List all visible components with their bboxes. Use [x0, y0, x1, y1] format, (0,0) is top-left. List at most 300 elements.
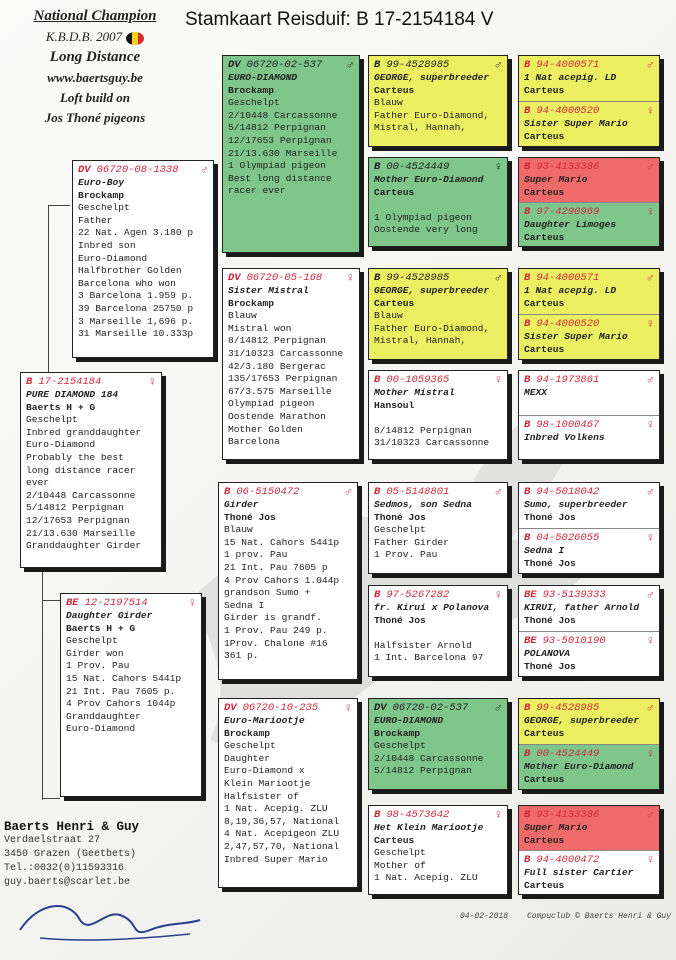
ring-header — [374, 59, 502, 72]
ring-header — [524, 809, 654, 822]
pedigree-line — [374, 627, 502, 640]
pedigree-line: Blauw — [374, 310, 403, 322]
pedigree-line: 67/3.575 Marseille — [228, 385, 332, 397]
pedigree-line: 2/10448 Carcassonne — [374, 752, 484, 764]
female-symbol-icon: ♀ — [646, 317, 654, 332]
pedigree-box-ff-mother[interactable] — [368, 157, 508, 247]
pedigree-box-ff-father[interactable] — [368, 55, 508, 147]
ring-number — [524, 374, 599, 387]
pedigree-box-mf-mother[interactable] — [368, 585, 508, 677]
pedigree-box-gen4[interactable] — [519, 158, 659, 202]
country-code: BE — [524, 635, 537, 648]
pigeon-name: Sister Super Mario — [524, 118, 628, 129]
ring-value: 94-5018042 — [536, 486, 600, 499]
pedigree-line: 361 p. — [224, 650, 259, 662]
ring-header — [524, 419, 654, 432]
female-symbol-icon: ♀ — [346, 271, 354, 286]
pedigree-line: Oostende very long — [374, 224, 478, 236]
ring-header — [524, 374, 654, 387]
pedigree-line: Granddaughter Girder — [26, 540, 142, 552]
country-code: B — [374, 161, 381, 174]
owner-name: Brockamp — [228, 297, 275, 309]
pedigree-box-mm-father[interactable] — [368, 698, 508, 790]
footer-date: 04-02-2018 — [460, 912, 509, 921]
pedigree-box-father-mother[interactable] — [222, 268, 360, 460]
ring-header — [524, 105, 654, 118]
ring-number — [524, 532, 599, 545]
ring-number — [524, 809, 599, 822]
pedigree-line: 5/14812 Perpignan — [26, 502, 124, 514]
brand-title: National Champion — [33, 8, 157, 24]
ring-header — [524, 748, 654, 761]
pedigree-box-gen4[interactable] — [519, 699, 659, 744]
pedigree-line: 1 Prov. Pau — [374, 549, 438, 561]
ring-number — [374, 272, 449, 285]
pedigree-box-fm-mother[interactable] — [368, 370, 508, 460]
pedigree-line: ever — [26, 477, 50, 489]
ring-number — [524, 635, 606, 648]
ring-value: 98-4573642 — [386, 809, 450, 822]
female-symbol-icon: ♀ — [646, 747, 654, 762]
country-code: B — [224, 486, 231, 499]
pigeon-name: Daughter Limoges — [524, 219, 617, 230]
country-code: B — [524, 105, 531, 118]
pedigree-line: Inbred Super Mario — [224, 853, 328, 865]
owner-name: Baerts H + G — [26, 401, 96, 413]
male-symbol-icon: ♂ — [646, 271, 654, 286]
ring-header — [374, 374, 502, 387]
owner-name: Thoné Jos — [524, 557, 576, 569]
pedigree-line: Halfbrother Golden — [78, 265, 182, 277]
ring-value: 00-1059365 — [386, 374, 450, 387]
belgium-flag-icon — [126, 32, 144, 45]
pedigree-line: Geschelpt — [374, 524, 426, 536]
pedigree-line: Daughter — [224, 752, 271, 764]
pigeon-name: Full sister Cartier — [524, 867, 634, 878]
pedigree-line: 5/14812 Perpignan — [228, 122, 326, 134]
pedigree-box-gen4[interactable] — [519, 850, 659, 894]
ring-number — [224, 702, 318, 715]
female-symbol-icon: ♀ — [344, 701, 352, 716]
pedigree-box-gen4[interactable] — [519, 415, 659, 459]
country-code: DV — [78, 164, 91, 177]
pedigree-line: 39 Barcelona 25750 p — [78, 302, 194, 314]
pigeon-name: Euro-Boy — [78, 177, 125, 188]
country-code: B — [524, 854, 531, 867]
pedigree-box-gen4[interactable] — [519, 314, 659, 359]
pigeon-name: EURO-DIAMOND — [374, 715, 444, 726]
ring-value: 99-4528985 — [386, 272, 450, 285]
country-code: B — [26, 376, 33, 389]
country-code: B — [524, 419, 531, 432]
ring-number — [374, 702, 468, 715]
brand-tagline-2: Jos Thoné pigeons — [44, 110, 146, 125]
ring-header — [524, 532, 654, 545]
owner-name: Carteus — [524, 130, 565, 142]
pedigree-line: 21 Int. Pau 7605 p — [224, 561, 328, 573]
pedigree-line: long distance racer — [26, 464, 136, 476]
pedigree-line: 15 Nat. Cahors 5441p — [66, 672, 182, 684]
handwritten-signature-icon — [10, 890, 210, 950]
owner-name: Carteus — [524, 834, 565, 846]
pigeon-name: Daughter Girder — [66, 610, 153, 621]
ring-value: 06720-10-235 — [242, 702, 319, 715]
pedigree-box-mother[interactable] — [60, 593, 202, 797]
ring-value: 05-5148801 — [386, 486, 450, 499]
owner-name: Carteus — [524, 297, 565, 309]
pedigree-line: 2/10448 Carcassonne — [228, 109, 338, 121]
ring-header — [224, 702, 352, 715]
ring-value: 97-4290969 — [536, 206, 600, 219]
pedigree-line: Girder is grandf. — [224, 612, 322, 624]
female-symbol-icon: ♀ — [646, 531, 654, 546]
ring-header — [374, 809, 502, 822]
country-code: DV — [228, 59, 241, 72]
pedigree-line: Father Euro-Diamond, — [374, 322, 490, 334]
country-code: DV — [224, 702, 237, 715]
owner-name: Carteus — [374, 834, 415, 846]
pedigree-line: Geschelpt — [224, 740, 276, 752]
pedigree-line: Barcelona who won — [78, 277, 176, 289]
pigeon-name: Girder — [224, 499, 259, 510]
breeder-name: Baerts Henri & Guy — [4, 820, 140, 834]
pedigree-box-gen4[interactable] — [519, 528, 659, 573]
ring-number — [524, 748, 599, 761]
ring-header — [524, 702, 654, 715]
pigeon-name: GEORGE, superbreeder — [374, 285, 490, 296]
pedigree-line: Geschelpt — [374, 740, 426, 752]
owner-name: Brockamp — [224, 727, 271, 739]
country-code: B — [374, 59, 381, 72]
pedigree-line: Halfsister Arnold — [374, 639, 472, 651]
male-symbol-icon: ♂ — [646, 588, 654, 603]
ring-value: 93-5139333 — [542, 589, 606, 602]
ring-number — [524, 702, 599, 715]
pedigree-box-gen4[interactable] — [519, 744, 659, 789]
pedigree-line: 22 Nat. Agen 3.180 p — [78, 227, 194, 239]
pedigree-line: Halfsister of — [224, 790, 299, 802]
ring-header — [66, 597, 196, 610]
female-symbol-icon: ♀ — [494, 588, 502, 603]
ring-header — [228, 59, 354, 72]
ring-number — [374, 589, 449, 602]
country-code: B — [524, 318, 531, 331]
owner-name: Brockamp — [228, 84, 275, 96]
ring-number — [228, 272, 322, 285]
ring-value: 94-1973861 — [536, 374, 600, 387]
gen4-pair — [518, 55, 660, 147]
ring-value: 17-2154184 — [38, 376, 102, 389]
ring-number — [66, 597, 148, 610]
ring-header — [228, 272, 354, 285]
country-code: B — [374, 486, 381, 499]
female-symbol-icon: ♀ — [148, 375, 156, 390]
pedigree-line: 4 Prov Cahors 1044p — [66, 698, 176, 710]
ring-number — [374, 59, 449, 72]
pedigree-line: 31/10323 Carcassonne — [228, 347, 344, 359]
pedigree-line: Blauw — [374, 97, 403, 109]
pigeon-name: Super Mario — [524, 822, 588, 833]
ring-number — [524, 272, 599, 285]
pedigree-line: 3 Barcelona 1.959 p. — [78, 290, 194, 302]
pedigree-line: Blauw — [228, 310, 257, 322]
pedigree-box-mother-father[interactable] — [218, 482, 358, 680]
pedigree-line: Girder won — [66, 647, 124, 659]
pedigree-box-mm-mother[interactable] — [368, 805, 508, 895]
pigeon-name: Inbred Volkens — [524, 432, 605, 443]
pedigree-line: Sedna I — [224, 599, 265, 611]
male-symbol-icon: ♂ — [494, 485, 502, 500]
pigeon-name: 1 Nat acepig. LD — [524, 72, 617, 83]
owner-name: Carteus — [374, 84, 415, 96]
brand-website[interactable]: www.baertsguy.be — [47, 70, 143, 85]
ring-number — [524, 161, 599, 174]
ring-value: 98-1000467 — [536, 419, 600, 432]
pedigree-line: 1Prov. Chalone #16 — [224, 637, 328, 649]
ring-value: 94-4000520 — [536, 105, 600, 118]
ring-value: 97-5267282 — [386, 589, 450, 602]
country-code: BE — [66, 597, 79, 610]
owner-name: Carteus — [524, 727, 565, 739]
owner-name: Carteus — [374, 186, 415, 198]
country-code: B — [524, 748, 531, 761]
pedigree-box-father-father[interactable] — [222, 55, 360, 253]
ring-number — [374, 809, 449, 822]
gen4-pair — [518, 268, 660, 360]
ring-header — [374, 589, 502, 602]
pedigree-box-fm-father[interactable] — [368, 268, 508, 360]
pedigree-box-gen4[interactable] — [519, 806, 659, 850]
pedigree-line: 12/17653 Perpignan — [26, 514, 130, 526]
gen4-pair — [518, 585, 660, 677]
female-symbol-icon: ♀ — [494, 808, 502, 823]
male-symbol-icon: ♂ — [646, 373, 654, 388]
pedigree-line: Geschelpt — [78, 202, 130, 214]
male-symbol-icon: ♂ — [494, 701, 502, 716]
pedigree-box-gen4[interactable] — [519, 371, 659, 415]
pedigree-line: 21/13.630 Marseille — [26, 527, 136, 539]
owner-name — [524, 445, 654, 458]
male-symbol-icon: ♂ — [494, 271, 502, 286]
pedigree-line: Olympiad pigeon — [228, 398, 315, 410]
pigeon-name: POLANOVA — [524, 648, 571, 659]
owner-name: Carteus — [524, 773, 565, 785]
pedigree-box-mf-father[interactable] — [368, 482, 508, 574]
male-symbol-icon: ♂ — [646, 58, 654, 73]
brand-block — [20, 8, 170, 126]
owner-name: Thoné Jos — [374, 511, 426, 523]
pedigree-box-gen4[interactable] — [519, 586, 659, 631]
pedigree-line: 42/3.180 Bergerac — [228, 360, 326, 372]
pedigree-line: Best long distance — [228, 172, 332, 184]
pedigree-line: 1 Olympiad pigeon — [228, 160, 326, 172]
owner-name: Brockamp — [78, 189, 125, 201]
ring-value: 06720-05-168 — [246, 272, 323, 285]
pedigree-line: 5/14812 Perpignan — [374, 765, 472, 777]
pedigree-box-gen4[interactable] — [519, 202, 659, 246]
pedigree-line: Inbred granddaughter — [26, 426, 142, 438]
gen4-pair — [518, 157, 660, 247]
female-symbol-icon: ♀ — [494, 160, 502, 175]
country-code: B — [524, 702, 531, 715]
country-code: DV — [374, 702, 387, 715]
ring-number — [524, 419, 599, 432]
ring-header — [524, 486, 654, 499]
pedigree-line: 8/14812 Perpignan — [374, 424, 472, 436]
pedigree-box-father[interactable] — [72, 160, 214, 358]
owner-name: Thoné Jos — [374, 614, 426, 626]
pedigree-line: Mistral won — [228, 322, 292, 334]
ring-number — [524, 105, 599, 118]
ring-value: 12-2197514 — [84, 597, 148, 610]
owner-name — [524, 400, 654, 413]
owner-name: Thoné Jos — [524, 511, 576, 523]
country-code: B — [524, 532, 531, 545]
pigeon-name: fr. Kirui x Polanova — [374, 602, 490, 613]
ring-value: 93-4133386 — [536, 161, 600, 174]
female-symbol-icon: ♀ — [646, 104, 654, 119]
pedigree-line — [374, 199, 502, 212]
country-code: B — [374, 374, 381, 387]
female-symbol-icon: ♀ — [188, 596, 196, 611]
breeder-city: 3450 Grazen (Geetbets) — [4, 849, 137, 860]
male-symbol-icon: ♂ — [494, 58, 502, 73]
pigeon-name: MEXX — [524, 387, 548, 398]
ring-number — [374, 486, 449, 499]
pigeon-name: Euro-Mariootje — [224, 715, 305, 726]
pedigree-line: Probably the best — [26, 451, 124, 463]
pedigree-line: grandson Sumo + — [224, 587, 311, 599]
breeder-phone: Tel.:0032(0)11593316 — [4, 863, 125, 874]
ring-number — [228, 59, 322, 72]
ring-value: 04-5026055 — [536, 532, 600, 545]
country-code: B — [524, 486, 531, 499]
pedigree-line: Geschelpt — [228, 97, 280, 109]
ring-header — [524, 318, 654, 331]
pigeon-name: PURE DIAMOND 184 — [26, 389, 119, 400]
pigeon-name: GEORGE, superbreeder — [524, 715, 640, 726]
ring-value: 99-4528985 — [536, 702, 600, 715]
ring-header — [26, 376, 156, 389]
ring-value: 06720-02-537 — [246, 59, 323, 72]
pedigree-line: Granddaughter — [66, 710, 141, 722]
footer-credit: Compuclub © Baerts Henri & Guy — [527, 912, 672, 921]
pedigree-line: 12/17653 Perpignan — [228, 134, 332, 146]
ring-value: 94-4000571 — [536, 272, 600, 285]
pigeon-name: KIRUI, father Arnold — [524, 602, 640, 613]
ring-value: 93-5010190 — [542, 635, 606, 648]
female-symbol-icon: ♀ — [646, 205, 654, 220]
pedigree-line: 1 Prov. Pau — [66, 660, 130, 672]
pedigree-line: Inbred son — [78, 239, 136, 251]
pedigree-box-gen4[interactable] — [519, 631, 659, 676]
country-code: B — [524, 809, 531, 822]
pedigree-line: 21/13.630 Marseille — [228, 147, 338, 159]
ring-value: 06720-08-1338 — [96, 164, 179, 177]
brand-tagline: Loft build on — [59, 90, 131, 105]
country-code: B — [374, 809, 381, 822]
breeder-block — [4, 820, 204, 890]
pedigree-line: Geschelpt — [26, 414, 78, 426]
brand-subtitle: Long Distance — [49, 49, 141, 65]
owner-name: Baerts H + G — [66, 622, 136, 634]
male-symbol-icon: ♂ — [646, 485, 654, 500]
country-code: B — [524, 59, 531, 72]
ring-number — [224, 486, 299, 499]
owner-name: Carteus — [524, 84, 565, 96]
tree-connector — [42, 570, 43, 800]
ring-value: 00-4524449 — [386, 161, 450, 174]
breeder-email[interactable]: guy.baerts@scarlet.be — [4, 877, 131, 888]
ring-header — [524, 854, 654, 867]
pigeon-name: Mother Mistral — [374, 387, 455, 398]
pedigree-line: Barcelona — [228, 436, 280, 448]
ring-header — [524, 589, 654, 602]
pedigree-line: Euro-Diamond x — [224, 765, 305, 777]
pedigree-line: 1 Nat. Acepig. ZLU — [374, 872, 478, 884]
owner-name: Brockamp — [374, 727, 421, 739]
ring-header — [524, 161, 654, 174]
ring-number — [524, 486, 599, 499]
male-symbol-icon: ♂ — [646, 808, 654, 823]
ring-number — [524, 589, 606, 602]
female-symbol-icon: ♀ — [646, 418, 654, 433]
ring-value: 00-4524449 — [536, 748, 600, 761]
pedigree-box-gen4[interactable] — [519, 56, 659, 101]
pedigree-box-gen4[interactable] — [519, 269, 659, 314]
pigeon-name: GEORGE, superbreeder — [374, 72, 490, 83]
country-code: DV — [228, 272, 241, 285]
female-symbol-icon: ♀ — [646, 853, 654, 868]
pedigree-box-gen4[interactable] — [519, 101, 659, 146]
pedigree-line: 1 prov. Pau — [224, 549, 288, 561]
country-code: B — [374, 589, 381, 602]
country-code: B — [524, 374, 531, 387]
ring-header — [78, 164, 208, 177]
ring-value: 06-5150472 — [236, 486, 300, 499]
pedigree-box-subject[interactable] — [20, 372, 162, 568]
ring-header — [374, 161, 502, 174]
gen4-pair — [518, 482, 660, 574]
pedigree-line: Klein Mariootje — [224, 777, 311, 789]
owner-name: Carteus — [524, 879, 565, 891]
male-symbol-icon: ♂ — [646, 701, 654, 716]
owner-name: Carteus — [524, 343, 565, 355]
pedigree-line: racer ever — [228, 185, 286, 197]
pedigree-line: 21 Int. Pau 7605 p. — [66, 685, 176, 697]
tree-connector — [48, 205, 49, 373]
pedigree-line: 2,47,57,70, National — [224, 840, 340, 852]
country-code: B — [524, 161, 531, 174]
pedigree-line: 3 Marseille 1,696 p. — [78, 315, 194, 327]
pigeon-name: Sumo, superbreeder — [524, 499, 628, 510]
pedigree-box-gen4[interactable] — [519, 483, 659, 528]
pedigree-line: 4 Prov Cahors 1.044p — [224, 574, 340, 586]
owner-name: Carteus — [524, 186, 565, 198]
breeder-street: Verdaelstraat 27 — [4, 835, 101, 846]
ring-number — [374, 161, 449, 174]
ring-number — [26, 376, 101, 389]
ring-header — [524, 635, 654, 648]
ring-header — [524, 59, 654, 72]
ring-header — [524, 272, 654, 285]
pigeon-name: Mother Euro-Diamond — [524, 761, 634, 772]
ring-number — [78, 164, 179, 177]
male-symbol-icon: ♂ — [346, 58, 354, 73]
ring-header — [374, 272, 502, 285]
tree-connector — [42, 600, 60, 601]
pedigree-box-mother-mother[interactable] — [218, 698, 358, 888]
